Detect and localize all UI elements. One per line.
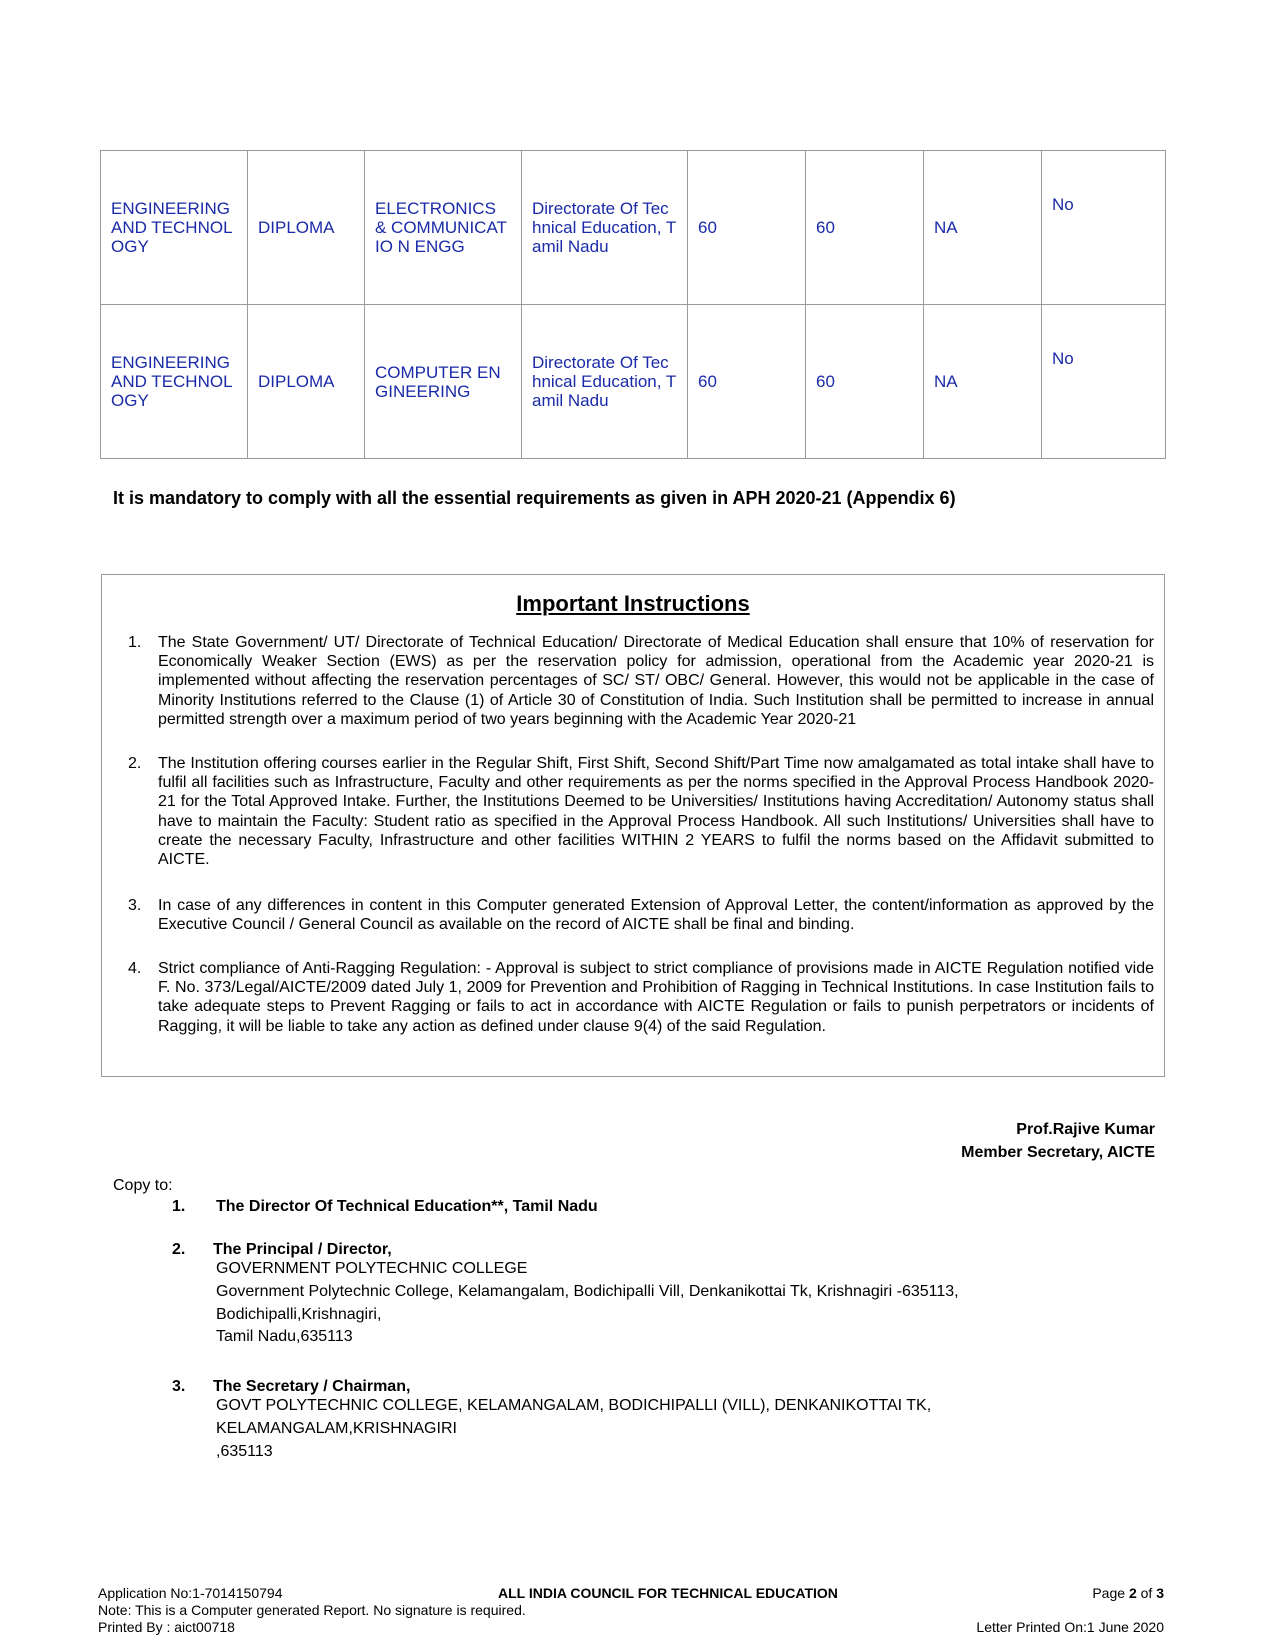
application-number: Application No:1-7014150794: [98, 1585, 283, 1601]
copy-item-heading: The Director Of Technical Education**, Tamil Nadu: [216, 1198, 598, 1215]
address-line: ,635113: [216, 1443, 273, 1460]
table-row: [101, 305, 1166, 459]
copy-item-heading: The Principal / Director,: [213, 1241, 392, 1258]
table-row: [101, 151, 1166, 305]
address-line: KELAMANGALAM,KRISHNAGIRI: [216, 1420, 457, 1437]
intake-approved-cell: 60: [688, 151, 806, 305]
copy-to-label: Copy to:: [113, 1177, 173, 1194]
pio-cell: No: [1042, 305, 1166, 459]
nri-cell: NA: [924, 305, 1042, 459]
instruction-text: In case of any differences in content in this Computer generated Extension of Approval Letter, the content/information as approved by the Executive Council / General Council as available on the record of AICTE shall be final and binding.: [158, 897, 1154, 934]
instruction-number: 3.: [128, 897, 142, 914]
discipline-cell: ENGINEERING AND TECHNOLOGY: [101, 151, 248, 305]
copy-item-heading: The Secretary / Chairman,: [213, 1378, 411, 1395]
footer-note: Note: This is a Computer generated Report. No signature is required.: [98, 1602, 526, 1618]
address-line: Bodichipalli,Krishnagiri,: [216, 1306, 382, 1323]
instruction-number: 4.: [128, 960, 142, 977]
address-line: GOVT POLYTECHNIC COLLEGE, KELAMANGALAM, BODICHIPALLI (VILL), DENKANIKOTTAI TK,: [216, 1397, 932, 1414]
printed-by: Printed By : aict00718: [98, 1619, 235, 1635]
instruction-text: The Institution offering courses earlier in the Regular Shift, First Shift, Second Shift/Part Time now amalgamated as total intake shall have to fulfil all facilities such as Infrastructure, Faculty and other requirements as per the norms specified in the Approval Process Handbook 2020-21 for the Total Approved Intake. Further, the Institutions Deemed to be Universities/ Institutions having Accreditation/ Autonomy status shall have to maintain the Faculty: Student ratio as specified in the Approval Process Handbook. All such Institutions/ Universities shall have to create the necessary Faculty, Infrastructure and other facilities WITHIN 2 YEARS to fulfil the norms based on the Affidavit submitted to AICTE.: [158, 755, 1154, 869]
intake-previous-cell: 60: [806, 151, 924, 305]
mandatory-note: It is mandatory to comply with all the essential requirements as given in APH 2020-21 (Appendix 6): [113, 488, 956, 508]
printed-on: Letter Printed On:1 June 2020: [976, 1619, 1164, 1635]
page-indicator: [1092, 1585, 1164, 1602]
page-current: 2: [1128, 1585, 1137, 1601]
affiliating-body-cell: Directorate Of Technical Education, Tamil Nadu: [522, 305, 688, 459]
instruction-number: 1.: [128, 634, 142, 651]
course-table: [100, 150, 1166, 459]
copy-item-number: 2.: [172, 1241, 186, 1258]
discipline-cell: ENGINEERING AND TECHNOLOGY: [101, 305, 248, 459]
instructions-title: Important Instructions: [516, 591, 750, 616]
council-name: ALL INDIA COUNCIL FOR TECHNICAL EDUCATION: [498, 1585, 838, 1601]
signatory-name: Prof.Rajive Kumar: [1016, 1121, 1155, 1138]
instruction-text: Strict compliance of Anti-Ragging Regulation: - Approval is subject to strict compliance of provisions made in AICTE Regulation notified vide F. No. 373/Legal/AICTE/2009 dated July 1, 2009 for Prevention and Prohibition of Ragging in Technical Institutions. In case Institution fails to take adequate steps to Prevent Ragging or fails to act in accordance with AICTE Regulation or fails to punish perpetrators or incidents of Ragging, it will be liable to take any action as defined under clause 9(4) of the said Regulation.: [158, 960, 1154, 1035]
page-prefix: Page: [1092, 1585, 1129, 1601]
copy-item-number: 1.: [172, 1198, 186, 1215]
address-line: Tamil Nadu,635113: [216, 1328, 353, 1345]
address-line: Government Polytechnic College, Kelamangalam, Bodichipalli Vill, Denkanikottai Tk, Krishnagiri -635113,: [216, 1283, 959, 1300]
instruction-text: The State Government/ UT/ Directorate of Technical Education/ Directorate of Medical Education shall ensure that 10% of reservation for Economically Weaker Section (EWS) as per the reservation policy for admission, operational from the Academic year 2020-21 is implemented without affecting the reservation percentages of SC/ ST/ OBC/ General. However, this would not be applicable in the case of Minority Institutions referred to the Clause (1) of Article 30 of Constitution of India. Such Institution shall be permitted to increase in annual permitted strength over a maximum period of two years beginning with the Academic Year 2020-21: [158, 634, 1154, 728]
address-line: GOVERNMENT POLYTECHNIC COLLEGE: [216, 1260, 528, 1277]
intake-approved-cell: 60: [688, 305, 806, 459]
affiliating-body-cell: Directorate Of Technical Education, Tamil Nadu: [522, 151, 688, 305]
instructions-box: [101, 574, 1165, 1077]
signature-block: [961, 1118, 1155, 1164]
signatory-designation: Member Secretary, AICTE: [961, 1144, 1155, 1161]
level-cell: DIPLOMA: [248, 305, 365, 459]
page-total: 3: [1156, 1585, 1164, 1601]
course-cell: ELECTRONICS & COMMUNICATIO N ENGG: [365, 151, 522, 305]
instruction-number: 2.: [128, 755, 142, 772]
nri-cell: NA: [924, 151, 1042, 305]
pio-cell: No: [1042, 151, 1166, 305]
copy-item-number: 3.: [172, 1378, 186, 1395]
level-cell: DIPLOMA: [248, 151, 365, 305]
page-of: of: [1136, 1585, 1157, 1601]
course-cell: COMPUTER ENGINEERING: [365, 305, 522, 459]
intake-previous-cell: 60: [806, 305, 924, 459]
